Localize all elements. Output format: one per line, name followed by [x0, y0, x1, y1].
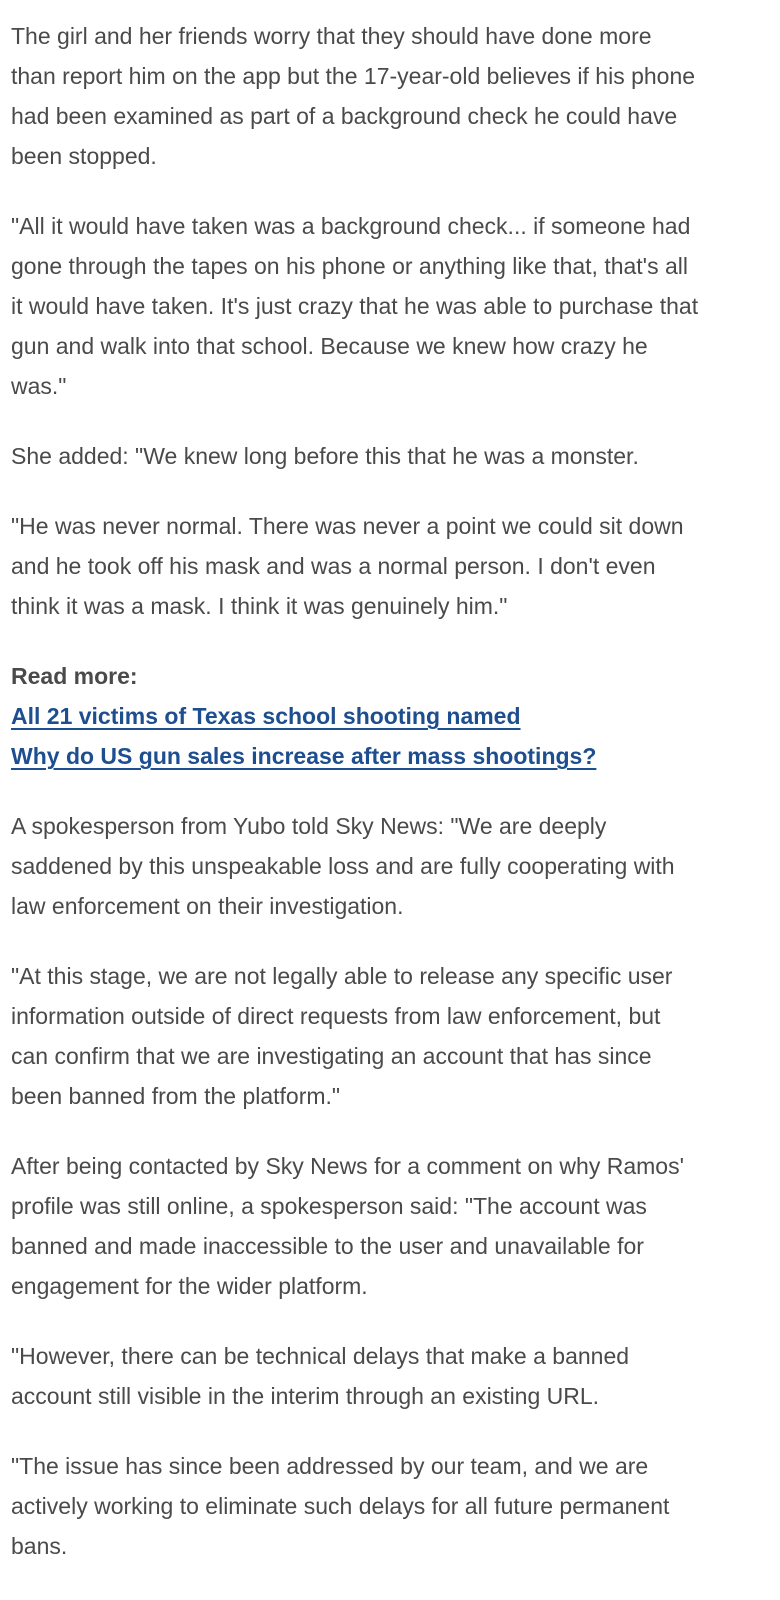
article-paragraph: A spokesperson from Yubo told Sky News: "We are deeply saddened by this unspeakable loss and are fully cooperating with law enforcement on their investigation.: [11, 813, 675, 919]
article-paragraph: The girl and her friends worry that they should have done more than report him on the app but the 17-year-old believes if his phone had been examined as part of a background check he could have been stopped.: [11, 23, 696, 169]
article-paragraph: "However, there can be technical delays that make a banned account still visible in the interim through an existing URL.: [11, 1343, 630, 1409]
read-more-heading: Read more:: [11, 663, 138, 689]
article-paragraph: "At this stage, we are not legally able to release any specific user information outside of direct requests from law enforcement, but can confirm that we are investigating an account that has since been banned from the platform.": [11, 963, 673, 1109]
read-more-link-victims[interactable]: All 21 victims of Texas school shooting named: [11, 703, 521, 729]
article-paragraph: "He was never normal. There was never a point we could sit down and he took off his mask and was a normal person. I don't even think it was a mask. I think it was genuinely him.": [11, 513, 684, 619]
read-more-section: [11, 656, 701, 776]
article-paragraph: "All it would have taken was a background check... if someone had gone through the tapes on his phone or anything like that, that's all it would have taken. It's just crazy that he was able to purchase that gun and walk into that school. Because we knew how crazy he was.": [11, 213, 699, 399]
article-paragraph: "The issue has since been addressed by our team, and we are actively working to eliminate such delays for all future permanent bans.: [11, 1453, 670, 1559]
read-more-link-gun-sales[interactable]: Why do US gun sales increase after mass shootings?: [11, 743, 597, 769]
article-paragraph: She added: "We knew long before this that he was a monster.: [11, 443, 639, 469]
article-paragraph: After being contacted by Sky News for a comment on why Ramos' profile was still online, a spokesperson said: "The account was banned and made inaccessible to the user and unavailable for engagement for the wider platform.: [11, 1153, 684, 1299]
